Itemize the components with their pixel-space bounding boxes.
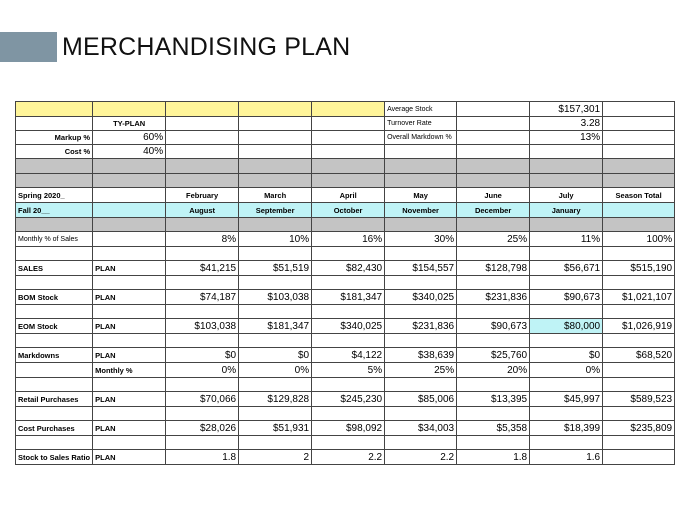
value-cell[interactable]: $0 [166, 348, 239, 363]
value-cell[interactable]: $128,798 [457, 261, 530, 276]
value-cell[interactable]: $340,025 [312, 319, 385, 334]
total-cell[interactable]: $1,021,107 [603, 290, 675, 305]
cell[interactable] [457, 378, 530, 392]
plan-label: PLAN [93, 319, 166, 334]
cost-value[interactable]: 40% [93, 145, 166, 159]
cell[interactable] [166, 102, 239, 117]
month-header: October [312, 203, 385, 218]
cell[interactable] [312, 276, 385, 290]
cell[interactable] [16, 247, 93, 261]
value-cell[interactable]: 16% [312, 232, 385, 247]
cell[interactable] [239, 102, 312, 117]
cell[interactable] [312, 378, 385, 392]
value-cell[interactable]: $181,347 [239, 319, 312, 334]
cell[interactable] [457, 102, 530, 117]
cell[interactable] [93, 305, 166, 319]
month-header: June [457, 188, 530, 203]
markdown-value[interactable]: 13% [530, 131, 603, 145]
value-cell[interactable]: $231,836 [457, 290, 530, 305]
cell[interactable] [457, 305, 530, 319]
row-label-stock-to-sales-ratio: Stock to Sales Ratio [16, 450, 93, 465]
value-cell[interactable]: $74,187 [166, 290, 239, 305]
cell[interactable] [457, 145, 530, 159]
value-cell[interactable]: $0 [530, 348, 603, 363]
cell[interactable] [603, 363, 675, 378]
cell[interactable] [457, 436, 530, 450]
cell[interactable] [16, 378, 93, 392]
month-header: April [312, 188, 385, 203]
cell[interactable] [93, 276, 166, 290]
cell[interactable] [603, 247, 675, 261]
month-header: February [166, 188, 239, 203]
cell[interactable] [385, 334, 457, 348]
cell[interactable] [312, 102, 385, 117]
value-cell[interactable]: $90,673 [457, 319, 530, 334]
value-cell[interactable]: $45,997 [530, 392, 603, 407]
row-label-bom-stock: BOM Stock [16, 290, 93, 305]
value-cell[interactable]: $129,828 [239, 392, 312, 407]
row-label-eom-stock: EOM Stock [16, 319, 93, 334]
row-label-markdowns: Markdowns [16, 348, 93, 363]
value-cell[interactable]: 8% [166, 232, 239, 247]
month-header: January [530, 203, 603, 218]
cell[interactable] [166, 378, 239, 392]
cell[interactable] [530, 334, 603, 348]
plan-label: PLAN [93, 392, 166, 407]
value-cell[interactable]: $98,092 [312, 421, 385, 436]
cell[interactable] [166, 247, 239, 261]
cell[interactable] [385, 407, 457, 421]
cell[interactable] [93, 247, 166, 261]
cell[interactable] [239, 117, 312, 131]
value-cell[interactable]: 10% [239, 232, 312, 247]
value-cell[interactable]: $231,836 [385, 319, 457, 334]
value-cell[interactable]: $85,006 [385, 392, 457, 407]
cell[interactable] [603, 436, 675, 450]
cell[interactable] [239, 334, 312, 348]
cell[interactable] [603, 203, 675, 218]
avg-stock-label: Average Stock [385, 102, 457, 117]
merchandising-plan-table [15, 101, 675, 465]
cell[interactable] [93, 407, 166, 421]
cell[interactable] [530, 276, 603, 290]
cell[interactable] [239, 247, 312, 261]
cell[interactable] [312, 247, 385, 261]
cell[interactable] [16, 407, 93, 421]
cell[interactable] [530, 305, 603, 319]
value-cell[interactable]: $245,230 [312, 392, 385, 407]
value-cell[interactable]: 20% [457, 363, 530, 378]
row-label-retail-purchases: Retail Purchases [16, 392, 93, 407]
cell[interactable] [166, 117, 239, 131]
total-cell[interactable]: $515,190 [603, 261, 675, 276]
value-cell[interactable]: 1.6 [530, 450, 603, 465]
cell[interactable] [93, 436, 166, 450]
cell[interactable] [239, 305, 312, 319]
value-cell[interactable]: $154,557 [385, 261, 457, 276]
markup-label: Markup % [16, 131, 93, 145]
cell[interactable] [603, 117, 675, 131]
value-cell[interactable]: $34,003 [385, 421, 457, 436]
total-cell[interactable]: 100% [603, 232, 675, 247]
value-cell[interactable]: $41,215 [166, 261, 239, 276]
cell[interactable] [603, 145, 675, 159]
value-cell[interactable]: $25,760 [457, 348, 530, 363]
cell[interactable] [16, 276, 93, 290]
value-cell[interactable]: 2.2 [385, 450, 457, 465]
cell[interactable] [603, 407, 675, 421]
turnover-value[interactable]: 3.28 [530, 117, 603, 131]
month-header: August [166, 203, 239, 218]
cell[interactable] [93, 378, 166, 392]
value-cell[interactable]: 5% [312, 363, 385, 378]
total-cell[interactable]: $1,026,919 [603, 319, 675, 334]
plan-label: PLAN [93, 261, 166, 276]
total-cell[interactable]: $589,523 [603, 392, 675, 407]
cell[interactable] [312, 305, 385, 319]
cell[interactable] [530, 145, 603, 159]
value-cell[interactable]: 25% [457, 232, 530, 247]
value-cell-highlighted[interactable]: $80,000 [530, 319, 603, 334]
gray-separator-row [16, 218, 675, 232]
cell[interactable] [312, 436, 385, 450]
cell[interactable] [312, 145, 385, 159]
value-cell[interactable]: 11% [530, 232, 603, 247]
value-cell[interactable]: $90,673 [530, 290, 603, 305]
cell[interactable] [93, 102, 166, 117]
cell[interactable] [603, 131, 675, 145]
cell[interactable] [457, 247, 530, 261]
value-cell[interactable]: 25% [385, 363, 457, 378]
avg-stock-value[interactable]: $157,301 [530, 102, 603, 117]
cell[interactable] [385, 276, 457, 290]
cell[interactable] [312, 334, 385, 348]
cell[interactable] [166, 305, 239, 319]
value-cell[interactable]: $70,066 [166, 392, 239, 407]
value-cell[interactable]: $340,025 [385, 290, 457, 305]
value-cell[interactable]: 2 [239, 450, 312, 465]
plan-label: PLAN [93, 450, 166, 465]
cell[interactable] [239, 145, 312, 159]
cell[interactable] [239, 378, 312, 392]
cell[interactable] [603, 378, 675, 392]
total-cell[interactable]: $235,809 [603, 421, 675, 436]
page-title: MERCHANDISING PLAN [62, 33, 351, 61]
row-label-cost-purchases: Cost Purchases [16, 421, 93, 436]
cell[interactable] [312, 407, 385, 421]
cell[interactable] [93, 232, 166, 247]
cell[interactable] [166, 131, 239, 145]
value-cell[interactable]: $38,639 [385, 348, 457, 363]
cell[interactable] [16, 102, 93, 117]
spring-season-label: Spring 2020_ [16, 188, 93, 203]
value-cell[interactable]: $0 [239, 348, 312, 363]
cell[interactable] [385, 247, 457, 261]
cell[interactable] [166, 276, 239, 290]
cell[interactable] [385, 436, 457, 450]
cell[interactable] [457, 276, 530, 290]
cell[interactable] [530, 407, 603, 421]
cell[interactable] [16, 436, 93, 450]
cell[interactable] [385, 145, 457, 159]
value-cell[interactable]: $56,671 [530, 261, 603, 276]
cell[interactable] [166, 334, 239, 348]
month-header: March [239, 188, 312, 203]
row-label-sales: SALES [16, 261, 93, 276]
cell[interactable] [312, 131, 385, 145]
cell[interactable] [166, 407, 239, 421]
value-cell[interactable]: 30% [385, 232, 457, 247]
cost-label: Cost % [16, 145, 93, 159]
plan-label: PLAN [93, 348, 166, 363]
month-header: September [239, 203, 312, 218]
cell[interactable] [603, 450, 675, 465]
total-cell[interactable]: $68,520 [603, 348, 675, 363]
turnover-label: Turnover Rate [385, 117, 457, 131]
month-header: November [385, 203, 457, 218]
cell[interactable] [93, 203, 166, 218]
cell[interactable] [93, 188, 166, 203]
cell[interactable] [93, 334, 166, 348]
value-cell[interactable]: $28,026 [166, 421, 239, 436]
cell[interactable] [239, 276, 312, 290]
ty-plan-label: TY-PLAN [93, 117, 166, 131]
value-cell[interactable]: $103,038 [166, 319, 239, 334]
plan-label: PLAN [93, 290, 166, 305]
value-cell[interactable]: 2.2 [312, 450, 385, 465]
value-cell[interactable]: $82,430 [312, 261, 385, 276]
cell[interactable] [603, 102, 675, 117]
month-header: July [530, 188, 603, 203]
gray-separator-row [16, 159, 675, 174]
value-cell[interactable]: 0% [239, 363, 312, 378]
value-cell[interactable]: $51,931 [239, 421, 312, 436]
cell[interactable] [239, 131, 312, 145]
cell[interactable] [239, 407, 312, 421]
cell[interactable] [457, 117, 530, 131]
value-cell[interactable]: $181,347 [312, 290, 385, 305]
title-accent-bar [0, 32, 57, 62]
value-cell[interactable]: 1.8 [457, 450, 530, 465]
cell[interactable] [312, 117, 385, 131]
markup-value[interactable]: 60% [93, 131, 166, 145]
cell[interactable] [16, 334, 93, 348]
value-cell[interactable]: 0% [530, 363, 603, 378]
gray-separator-row [16, 174, 675, 188]
cell[interactable] [16, 305, 93, 319]
cell[interactable] [385, 378, 457, 392]
month-header: May [385, 188, 457, 203]
value-cell[interactable]: $18,399 [530, 421, 603, 436]
month-header: December [457, 203, 530, 218]
value-cell[interactable]: 0% [166, 363, 239, 378]
row-label-monthly-sales: Monthly % of Sales [16, 232, 93, 247]
value-cell[interactable]: $51,519 [239, 261, 312, 276]
cell[interactable] [603, 305, 675, 319]
cell[interactable] [457, 131, 530, 145]
value-cell[interactable]: $13,395 [457, 392, 530, 407]
cell[interactable] [385, 305, 457, 319]
cell[interactable] [166, 145, 239, 159]
monthly-pct-label: Monthly % [93, 363, 166, 378]
value-cell[interactable]: $5,358 [457, 421, 530, 436]
cell[interactable] [603, 276, 675, 290]
cell[interactable] [16, 117, 93, 131]
cell[interactable] [16, 363, 93, 378]
cell[interactable] [457, 407, 530, 421]
value-cell[interactable]: $103,038 [239, 290, 312, 305]
fall-season-label: Fall 20__ [16, 203, 93, 218]
cell[interactable] [239, 436, 312, 450]
cell[interactable] [530, 247, 603, 261]
plan-label: PLAN [93, 421, 166, 436]
value-cell[interactable]: $4,122 [312, 348, 385, 363]
season-total-header: Season Total [603, 188, 675, 203]
cell[interactable] [166, 436, 239, 450]
cell[interactable] [530, 436, 603, 450]
cell[interactable] [603, 334, 675, 348]
markdown-label: Overall Markdown % [385, 131, 457, 145]
cell[interactable] [530, 378, 603, 392]
cell[interactable] [457, 334, 530, 348]
value-cell[interactable]: 1.8 [166, 450, 239, 465]
